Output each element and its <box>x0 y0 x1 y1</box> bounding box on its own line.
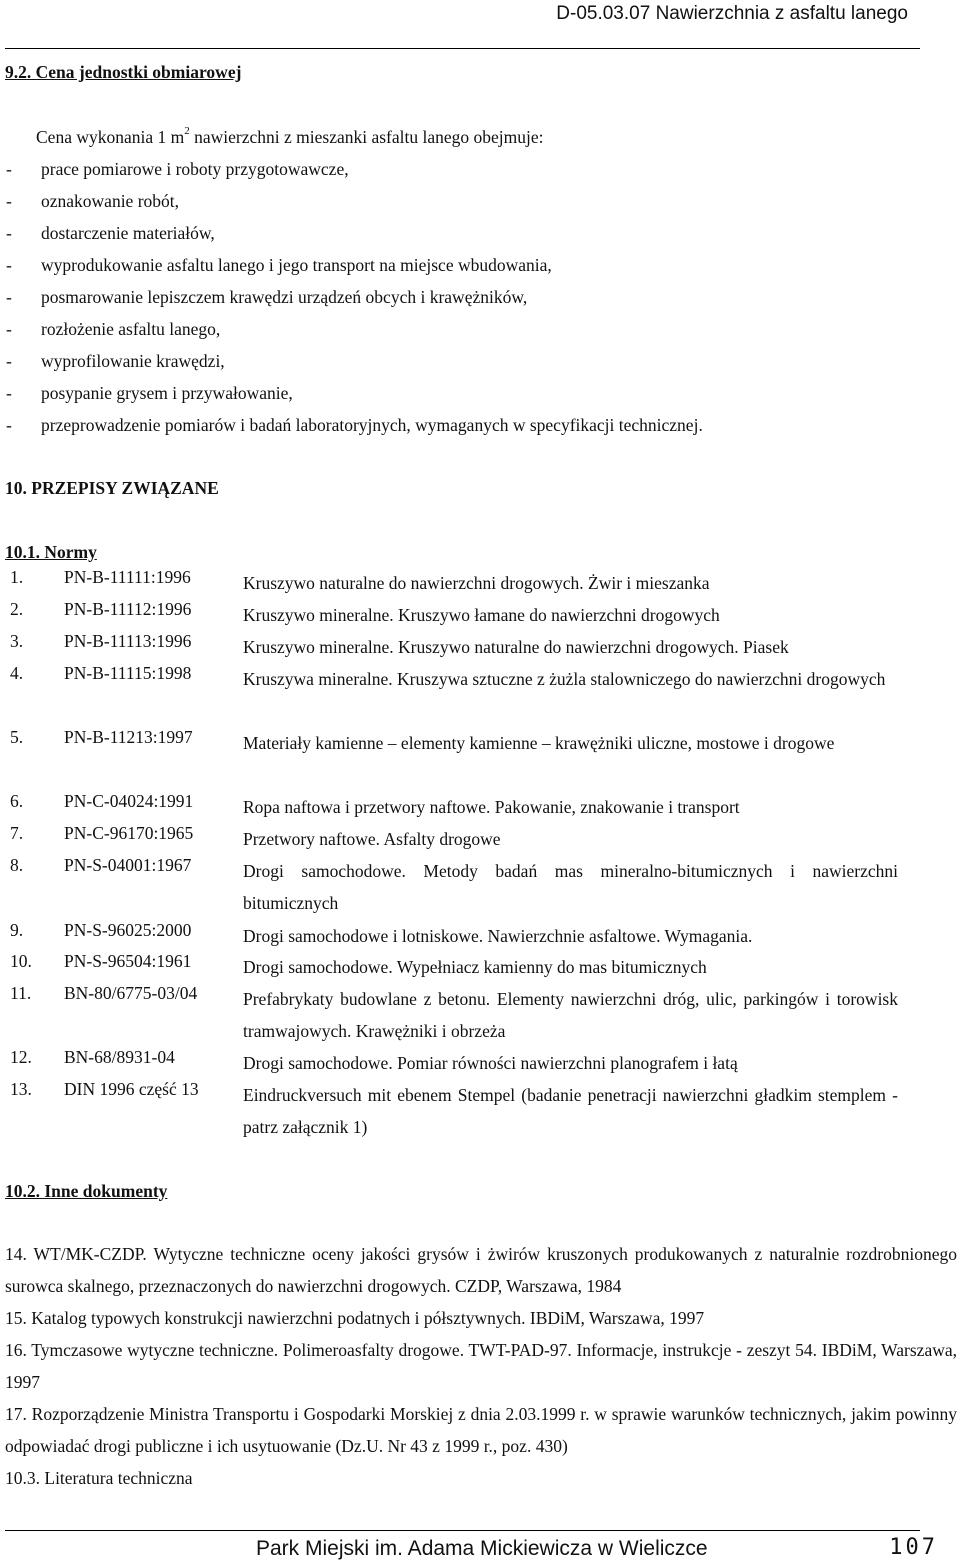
norm-description: Ropa naftowa i przetwory naftowe. Pakowanie, znakowanie i transport <box>243 797 740 817</box>
norm-description: Drogi samochodowe i lotniskowe. Nawierzchnie asfaltowe. Wymagania. <box>243 926 753 946</box>
norm-description: Eindruckversuch mit ebenem Stempel (badanie penetracji nawierzchni gładkim stemplem - patrz załącznik 1) <box>243 1085 898 1137</box>
list-item-text: przeprowadzenie pomiarów i badań laboratoryjnych, wymaganych w specyfikacji technicznej. <box>41 415 703 435</box>
norm-number: 2. <box>10 599 24 619</box>
list-dash: - <box>6 383 12 403</box>
footer-text: Park Miejski im. Adama Mickiewicza w Wieliczce <box>256 1537 708 1560</box>
unit-superscript: 2 <box>184 125 190 138</box>
norm-description: Kruszywo naturalne do nawierzchni drogowych. Żwir i mieszanka <box>243 573 710 593</box>
list-dash: - <box>6 351 12 371</box>
norm-description: Kruszywa mineralne. Kruszywa sztuczne z żużla stalowniczego do nawierzchni drogowych <box>243 669 886 689</box>
norm-number: 11. <box>10 983 32 1003</box>
intro-text-end: nawierzchni z mieszanki asfaltu lanego obejmuje: <box>189 127 544 147</box>
norm-code: PN-S-04001:1967 <box>64 855 192 875</box>
norm-code: DIN 1996 część 13 <box>64 1079 199 1099</box>
norm-number: 10. <box>10 951 32 971</box>
norm-code: PN-B-11115:1998 <box>64 663 192 683</box>
document-entry: 14. WT/MK-CZDP. Wytyczne techniczne oceny jakości grysów i żwirów kruszonych produkowanych z naturalnie rozdrobnionego surowca skalnego, przeznaczonych do nawierzchni drogowych. CZDP, Warszawa, 1984 <box>5 1244 957 1296</box>
norm-number: 1. <box>10 567 24 587</box>
document-header: D-05.03.07 Nawierzchnia z asfaltu lanego <box>556 3 908 24</box>
norm-description: Materiały kamienne – elementy kamienne – krawężniki uliczne, mostowe i drogowe <box>243 733 835 753</box>
norm-description: Drogi samochodowe. Wypełniacz kamienny do mas bitumicznych <box>243 957 707 977</box>
list-dash: - <box>6 255 12 275</box>
norm-description: Kruszywo mineralne. Kruszywo naturalne do nawierzchni drogowych. Piasek <box>243 637 789 657</box>
list-item-text: prace pomiarowe i roboty przygotowawcze, <box>41 159 349 179</box>
list-item-text: rozłożenie asfaltu lanego, <box>41 319 221 339</box>
list-dash: - <box>6 415 12 435</box>
norm-description: Przetwory naftowe. Asfalty drogowe <box>243 829 501 849</box>
header-rule <box>5 48 920 49</box>
norm-code: BN-68/8931-04 <box>64 1047 175 1067</box>
list-item-text: wyprofilowanie krawędzi, <box>41 351 225 371</box>
footer-rule <box>5 1530 920 1531</box>
norm-number: 5. <box>10 727 24 747</box>
list-item-text: dostarczenie materiałów, <box>41 223 215 243</box>
norm-number: 9. <box>10 920 24 940</box>
intro-text <box>36 127 544 148</box>
page-number: 107 <box>889 1535 938 1560</box>
list-dash: - <box>6 319 12 339</box>
norm-description: Drogi samochodowe. Metody badań mas mineralno-bitumicznych i nawierzchni bitumicznych <box>243 861 898 913</box>
list-item-text: wyprodukowanie asfaltu lanego i jego transport na miejsce wbudowania, <box>41 255 552 275</box>
list-dash: - <box>6 287 12 307</box>
list-item-text: posypanie grysem i przywałowanie, <box>41 383 293 403</box>
list-item-text: posmarowanie lepiszczem krawędzi urządzeń obcych i krawężników, <box>41 287 528 307</box>
norm-code: BN-80/6775-03/04 <box>64 983 198 1003</box>
list-dash: - <box>6 223 12 243</box>
document-entry: 16. Tymczasowe wytyczne techniczne. Polimeroasfalty drogowe. TWT-PAD-97. Informacje, instrukcje - zeszyt 54. IBDiM, Warszawa, 1997 <box>5 1340 957 1392</box>
norm-description: Kruszywo mineralne. Kruszywo łamane do nawierzchni drogowych <box>243 605 720 625</box>
norm-number: 7. <box>10 823 24 843</box>
norm-code: PN-C-04024:1991 <box>64 791 194 811</box>
intro-text-start: Cena wykonania 1 m <box>36 127 185 147</box>
norm-code: PN-B-11111:1996 <box>64 567 191 587</box>
norm-code: PN-B-11112:1996 <box>64 599 192 619</box>
section-heading-10: 10. PRZEPISY ZWIĄZANE <box>5 478 219 498</box>
document-entry: 17. Rozporządzenie Ministra Transportu i Gospodarki Morskiej z dnia 2.03.1999 r. w sprawie warunków technicznych, jakim powinny odpowiadać drogi publiczne i ich usytuowanie (Dz.U. Nr 43 z 1999 r., poz. 430) <box>5 1404 957 1456</box>
norm-code: PN-C-96170:1965 <box>64 823 194 843</box>
section-heading-10-2: 10.2. Inne dokumenty <box>5 1181 168 1201</box>
norm-code: PN-S-96504:1961 <box>64 951 192 971</box>
norm-number: 13. <box>10 1079 32 1099</box>
list-item-text: oznakowanie robót, <box>41 191 180 211</box>
norm-number: 12. <box>10 1047 32 1067</box>
document-entry: 15. Katalog typowych konstrukcji nawierzchni podatnych i półsztywnych. IBDiM, Warszawa, 1997 <box>5 1308 705 1328</box>
norm-code: PN-S-96025:2000 <box>64 920 192 940</box>
norm-description: Prefabrykaty budowlane z betonu. Elementy nawierzchni dróg, ulic, parkingów i torowisk tramwajowych. Krawężniki i obrzeża <box>243 989 898 1041</box>
list-dash: - <box>6 159 12 179</box>
norm-description: Drogi samochodowe. Pomiar równości nawierzchni planografem i łatą <box>243 1053 738 1073</box>
norm-number: 3. <box>10 631 24 651</box>
section-heading-10-1: 10.1. Normy <box>5 542 97 562</box>
norm-code: PN-B-11113:1996 <box>64 631 192 651</box>
section-heading-9-2: 9.2. Cena jednostki obmiarowej <box>5 62 242 82</box>
norm-code: PN-B-11213:1997 <box>64 727 193 747</box>
norm-number: 4. <box>10 663 24 683</box>
list-dash: - <box>6 191 12 211</box>
norm-number: 8. <box>10 855 24 875</box>
norm-number: 6. <box>10 791 24 811</box>
section-heading-10-3: 10.3. Literatura techniczna <box>5 1468 193 1488</box>
